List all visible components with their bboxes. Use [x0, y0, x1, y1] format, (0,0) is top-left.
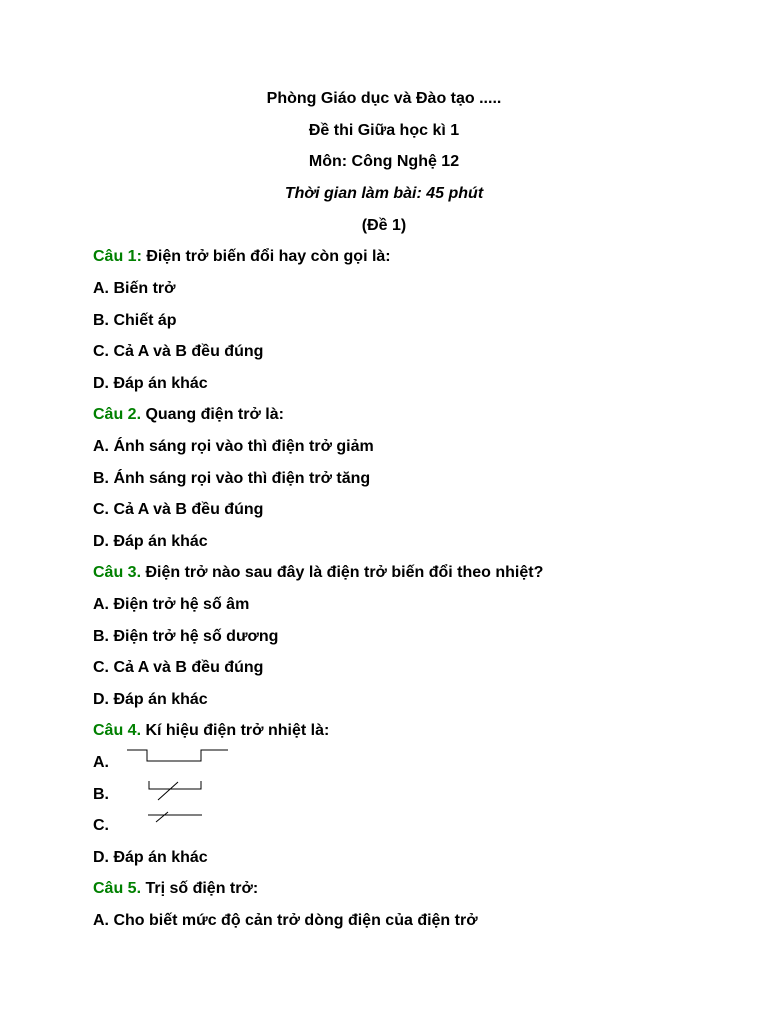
question-text: Điện trở nào sau đây là điện trở biến đổi theo nhiệt? [141, 564, 544, 581]
question-4-option-a: A. [93, 754, 109, 771]
question-3-option-d: D. Đáp án khác [93, 691, 208, 708]
school-name: Phòng Giáo dục và Đào tạo ..... [266, 90, 502, 107]
question-text: Trị số điện trở: [141, 880, 259, 897]
question-3-option-a: A. Điện trở hệ số âm [93, 596, 250, 613]
question-4 [93, 721, 329, 741]
question-4-option-b: B. [93, 786, 109, 803]
question-2-option-d: D. Đáp án khác [93, 533, 208, 550]
question-2-option-a: A. Ánh sáng rọi vào thì điện trở giảm [93, 438, 374, 455]
exam-title: Đề thi Giữa học kì 1 [308, 122, 460, 139]
exam-duration: Thời gian làm bài: 45 phút [284, 185, 484, 202]
question-3-option-c: C. Cả A và B đều đúng [93, 659, 264, 676]
question-3-option-b: B. Điện trở hệ số dương [93, 628, 279, 645]
resistor-symbol-a-icon [126, 745, 232, 765]
question-number: Câu 2. [93, 406, 142, 423]
question-text: Điện trở biến đổi hay còn gọi là: [141, 248, 391, 265]
question-number: Câu 4. [93, 722, 142, 739]
thermistor-symbol-b-icon [146, 778, 206, 804]
question-2-option-b: B. Ánh sáng rọi vào thì điện trở tăng [93, 470, 371, 487]
thermistor-symbol-c-icon [146, 810, 206, 826]
question-4-option-d: D. Đáp án khác [93, 849, 208, 866]
question-number: Câu 1: [93, 248, 142, 265]
question-2 [93, 405, 284, 425]
question-4-option-c: C. [93, 817, 109, 834]
question-5 [93, 879, 258, 899]
question-3 [93, 563, 543, 583]
question-2-option-c: C. Cả A và B đều đúng [93, 501, 264, 518]
question-1-option-b: B. Chiết áp [93, 312, 177, 329]
question-5-option-a: A. Cho biết mức độ cản trở dòng điện của điện trở [93, 912, 478, 929]
question-number: Câu 3. [93, 564, 142, 581]
subject-title: Môn: Công Nghệ 12 [308, 153, 460, 170]
question-1-option-a: A. Biến trở [93, 280, 176, 297]
question-text: Quang điện trở là: [141, 406, 284, 423]
question-1 [93, 247, 391, 267]
exam-version: (Đề 1) [361, 217, 407, 234]
question-text: Kí hiệu điện trở nhiệt là: [141, 722, 330, 739]
question-1-option-d: D. Đáp án khác [93, 375, 208, 392]
question-1-option-c: C. Cả A và B đều đúng [93, 343, 264, 360]
question-number: Câu 5. [93, 880, 142, 897]
